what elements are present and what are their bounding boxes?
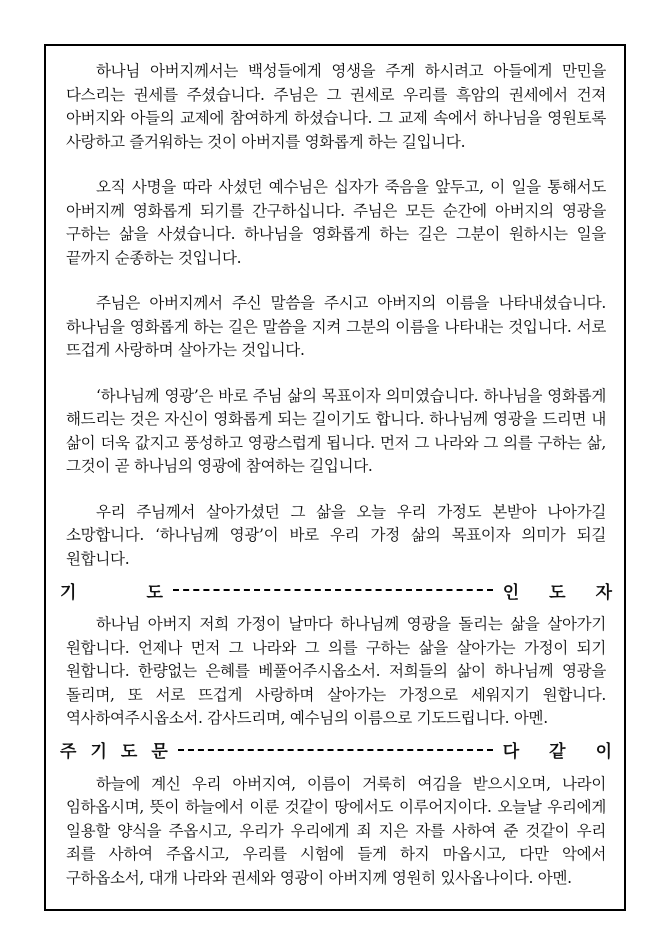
lords-prayer-title-char: 도: [120, 742, 138, 762]
prayer-title-char: 기: [60, 582, 77, 603]
lords-prayer-title: [60, 737, 168, 762]
paragraph-2: 오직 사명을 따라 사셨던 예수님은 십자가 죽음을 앞두고, 이 일을 통해서도 아버지께 영화롭게 되기를 간구하십니다. 주님은 모든 순간에 아버지의 영광을 구하는 삶을 사셨습니다. 하나님을 영화롭게 하는 길은 그분이 원하시는 일을 끝까지 순종하는 것입니다.: [66, 178, 606, 267]
paragraph-4: ‘하나님께 영광’은 바로 주님 삶의 목표이자 의미였습니다. 하나님을 영화롭게 해드리는 것은 자신이 영화롭게 되는 길이기도 합니다. 하나님께 영광을 드리면 내 삶이 더욱 값지고 풍성하고 영광스럽게 됩니다. 먼저 그 나라와 그 의를 구하는 삶, 그것이 곧 하나님의 영광에 참여하는 길입니다.: [66, 386, 606, 475]
lords-prayer-together: [503, 737, 612, 762]
prayer-text: 하나님 아버지 저희 가정이 날마다 하나님께 영광을 돌리는 삶을 살아가기 원합니다. 언제나 먼저 그 나라와 그 의를 구하는 삶을 살아가는 가정이 되기 원합니다. 한량없는 은혜를 베풀어주시옵소서. 저희들의 삶이 하나님께 영광을 돌리며, 또 서로 뜨겁게 사랑하며 살아가는 가정으로 세워지기 원합니다. 역사하여주시옵소서. 감사드리며, 예수님의 이름으로 기도드립니다. 아멘.: [66, 615, 606, 727]
lords-prayer-header: [60, 737, 612, 763]
lords-prayer-together-char: 이: [595, 742, 612, 762]
prayer-title-char: 도: [146, 582, 163, 603]
dashed-divider: [178, 749, 493, 751]
lords-prayer-together-char: 같: [549, 742, 566, 762]
lords-prayer-title-char: 기: [90, 742, 107, 762]
prayer-leader: [503, 578, 612, 603]
lords-prayer-text: 하늘에 계신 우리 아버지여, 이름이 거룩히 여김을 받으시오며, 나라이 임하옵시며, 뜻이 하늘에서 이룬 것같이 땅에서도 이루어지이다. 오늘날 우리에게 일용할 양식을 주옵시고, 우리가 우리에게 죄 지은 자를 사하여 준 것같이 우리 죄를 사하여 주옵시고, 우리를 시험에 들게 하지 마옵시고, 다만 악에서 구하옵소서, 대개 나라와 권세와 영광이 아버지께 영원히 있사옵나이다. 아멘.: [66, 774, 606, 887]
paragraph-5: 우리 주님께서 살아가셨던 그 삶을 오늘 우리 가정도 본받아 나아가길 소망합니다. ‘하나님께 영광’이 바로 우리 가정 삶의 목표이자 의미가 되길 원합니다.: [66, 502, 606, 568]
page-frame: [44, 44, 626, 911]
lords-prayer-title-char: 주: [60, 742, 77, 762]
prayer-leader-char: 자: [595, 582, 612, 603]
dashed-divider: [173, 589, 493, 591]
content-area: [60, 60, 612, 890]
lords-prayer-title-char: 문: [151, 742, 168, 762]
prayer-title: [60, 578, 163, 603]
prayer-leader-char: 도: [549, 582, 566, 603]
lords-prayer-together-char: 다: [502, 742, 520, 762]
paragraph-3: 주님은 아버지께서 주신 말씀을 주시고 아버지의 이름을 나타내셨습니다. 하나님을 영화롭게 하는 길은 말씀을 지켜 그분의 이름을 나타내는 것입니다. 서로 뜨겁게 사랑하며 살아가는 것입니다.: [66, 294, 606, 359]
paragraph-1: 하나님 아버지께서는 백성들에게 영생을 주게 하시려고 아들에게 만민을 다스리는 권세를 주셨습니다. 주님은 그 권세로 우리를 흑암의 권세에서 건져 아버지와 아들의 교제에 참여하게 하셨습니다. 그 교제 속에서 하나님을 영원토록 사랑하고 즐거워하는 것이 아버지를 영화롭게 하는 길입니다.: [66, 62, 606, 151]
prayer-header: [60, 577, 612, 603]
prayer-leader-char: 인: [502, 582, 520, 603]
